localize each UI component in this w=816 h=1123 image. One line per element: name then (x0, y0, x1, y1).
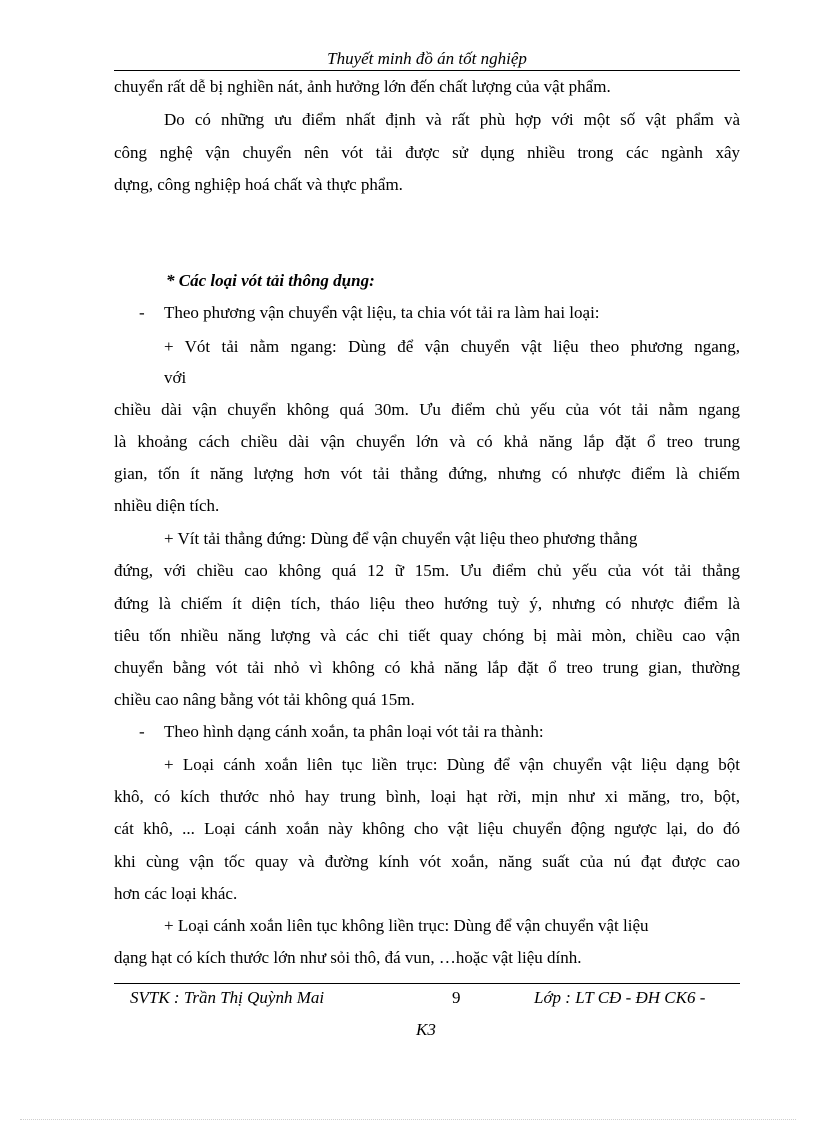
list-dash: - (139, 722, 145, 741)
footer-page-number: 9 (452, 988, 461, 1007)
paragraph-line: tiêu tốn nhiều năng lượng và các chi tiết quay chóng bị mài mòn, chiều cao vận (114, 626, 740, 645)
paragraph-line: công nghệ vận chuyển nên vót tải được sử dụng nhiều trong các ngành xây (114, 143, 740, 162)
paragraph-line: + Loại cánh xoắn liên tục không liền trục: Dùng để vận chuyển vật liệu (164, 916, 649, 935)
list-dash: - (139, 303, 145, 322)
footer-class: Lớp : LT CĐ - ĐH CK6 - (534, 988, 706, 1007)
paragraph-line: nhiều diện tích. (114, 496, 220, 515)
page-header-title: Thuyết minh đồ án tốt nghiệp (327, 49, 527, 68)
paragraph-line: + Vít tải thẳng đứng: Dùng để vận chuyển vật liệu theo phương thẳng (164, 529, 638, 548)
paragraph-line: gian, tốn ít năng lượng hơn vót tải thẳng đứng, nhưng có nhược điểm là chiếm (114, 464, 740, 483)
page-bottom-border (20, 1119, 796, 1120)
paragraph-line: là khoảng cách chiều dài vận chuyển lớn và có khả năng lắp đặt ổ treo trung (114, 432, 740, 451)
paragraph-line: chuyển bằng vót tải nhỏ vì không có khả năng lắp đặt ổ treo trung gian, thường (114, 658, 740, 677)
paragraph-line: Do có những ưu điểm nhất định và rất phù hợp với một số vật phẩm và (164, 110, 740, 129)
paragraph-line: chiều cao nâng bằng vót tải không quá 15m. (114, 690, 415, 709)
footer-student: SVTK : Trần Thị Quỳnh Mai (130, 988, 325, 1007)
list-item-text: Theo hình dạng cánh xoắn, ta phân loại vót tải ra thành: (164, 722, 544, 741)
paragraph-line: khi cùng vận tốc quay và đường kính vót xoắn, năng suất của nú đạt được cao (114, 852, 740, 871)
footer-class-continued: K3 (416, 1020, 436, 1039)
paragraph-line: chuyển rất dễ bị nghiền nát, ảnh hưởng lớn đến chất lượng của vật phẩm. (114, 77, 611, 96)
paragraph-line: + Vót tải nằm ngang: Dùng để vận chuyển vật liệu theo phương ngang, (164, 337, 740, 356)
paragraph-line: đứng, với chiều cao không quá 12 ữ 15m. Ưu điểm chủ yếu của vót tải thẳng (114, 561, 740, 580)
paragraph-line: chiều dài vận chuyển không quá 30m. Ưu điểm chủ yếu của vót tải nằm ngang (114, 400, 740, 419)
section-heading: * Các loại vót tải thông dụng: (166, 271, 375, 290)
header-divider (114, 70, 740, 71)
list-item-text: Theo phương vận chuyển vật liệu, ta chia vót tải ra làm hai loại: (164, 303, 600, 322)
paragraph-line: hơn các loại khác. (114, 884, 238, 903)
paragraph-line: khô, có kích thước nhỏ hay trung bình, loại hạt rời, mịn như xi măng, tro, bột, (114, 787, 740, 806)
paragraph-line: dạng hạt có kích thước lớn như sỏi thô, đá vun, …hoặc vật liệu dính. (114, 948, 582, 967)
footer-divider (114, 983, 740, 984)
paragraph-line: cát khô, ... Loại cánh xoắn này không cho vật liệu chuyển động ngược lại, do đó (114, 819, 740, 838)
paragraph-line: với (164, 368, 187, 387)
paragraph-line: đứng là chiếm ít diện tích, tháo liệu theo hướng tuỳ ý, nhưng có nhược điểm là (114, 594, 740, 613)
paragraph-line: + Loại cánh xoắn liên tục liền trục: Dùng để vận chuyển vật liệu dạng bột (164, 755, 740, 774)
paragraph-line: dựng, công nghiệp hoá chất và thực phẩm. (114, 175, 403, 194)
